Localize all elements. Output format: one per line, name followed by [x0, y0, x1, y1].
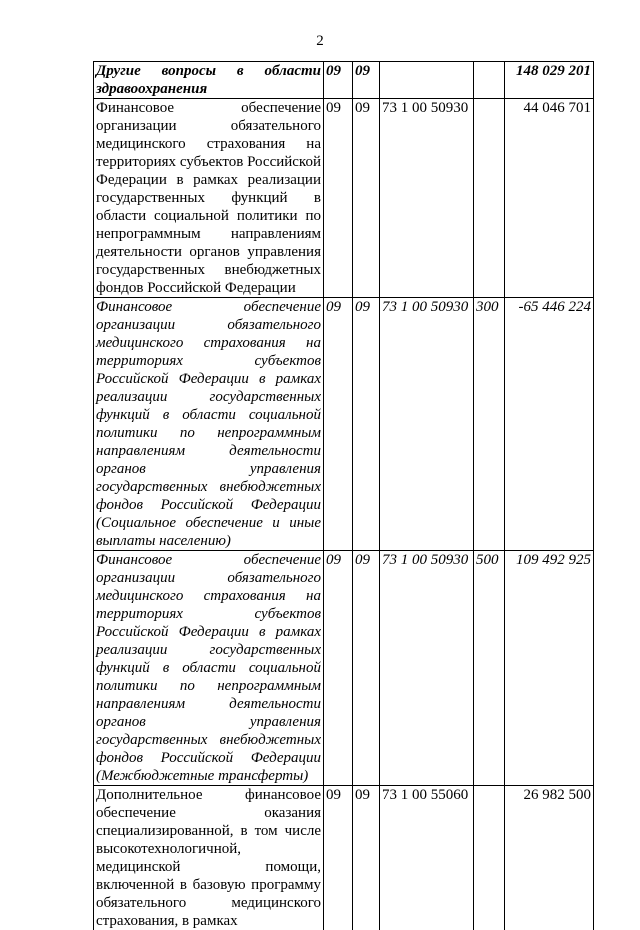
row-amount: 44 046 701 — [505, 99, 594, 298]
table-row — [94, 62, 594, 99]
budget-table — [93, 61, 594, 930]
row-amount: -65 446 224 — [505, 298, 594, 551]
row-section: 09 — [324, 99, 353, 298]
row-expense-type — [474, 99, 505, 298]
row-amount: 26 982 500 — [505, 786, 594, 930]
row-section: 09 — [324, 62, 353, 99]
table-row — [94, 298, 594, 551]
row-expense-type — [474, 786, 505, 930]
row-subsection: 09 — [353, 298, 380, 551]
row-expense-type: 500 — [474, 551, 505, 786]
table-row — [94, 786, 594, 930]
row-target-article: 73 1 00 50930 — [380, 99, 474, 298]
row-name: Финансовое обеспечение организации обязательного медицинского страхования на территориях субъектов Российской Федерации в рамках реализации государственных функций в области социальной политики по непрограммным направлениям деятельности органов управления государственных внебюджетных фондов Российской Федерации (Социальное обеспечение и иные выплаты населению) — [94, 298, 324, 551]
row-name: Дополнительное финансовое обеспечение оказания специализированной, в том числе высокотехнологичной, медицинской помощи, включенной в базовую программу обязательного медицинского страхования, в рамках — [94, 786, 324, 930]
row-name: Другие вопросы в области здравоохранения — [94, 62, 324, 99]
row-target-article: 73 1 00 50930 — [380, 551, 474, 786]
table-row — [94, 99, 594, 298]
row-name: Финансовое обеспечение организации обязательного медицинского страхования на территориях субъектов Российской Федерации в рамках реализации государственных функций в области социальной политики по непрограммным направлениям деятельности органов управления государственных внебюджетных фондов Российской Федерации — [94, 99, 324, 298]
row-section: 09 — [324, 551, 353, 786]
row-expense-type — [474, 62, 505, 99]
table-row — [94, 551, 594, 786]
row-amount: 148 029 201 — [505, 62, 594, 99]
row-name: Финансовое обеспечение организации обязательного медицинского страхования на территориях субъектов Российской Федерации в рамках реализации государственных функций в области социальной политики по непрограммным направлениям деятельности органов управления государственных внебюджетных фондов Российской Федерации (Межбюджетные трансферты) — [94, 551, 324, 786]
row-subsection: 09 — [353, 786, 380, 930]
row-section: 09 — [324, 298, 353, 551]
page-number: 2 — [0, 33, 640, 49]
row-expense-type: 300 — [474, 298, 505, 551]
row-target-article — [380, 62, 474, 99]
row-target-article: 73 1 00 55060 — [380, 786, 474, 930]
row-subsection: 09 — [353, 62, 380, 99]
row-subsection: 09 — [353, 99, 380, 298]
row-amount: 109 492 925 — [505, 551, 594, 786]
row-target-article: 73 1 00 50930 — [380, 298, 474, 551]
row-subsection: 09 — [353, 551, 380, 786]
row-section: 09 — [324, 786, 353, 930]
